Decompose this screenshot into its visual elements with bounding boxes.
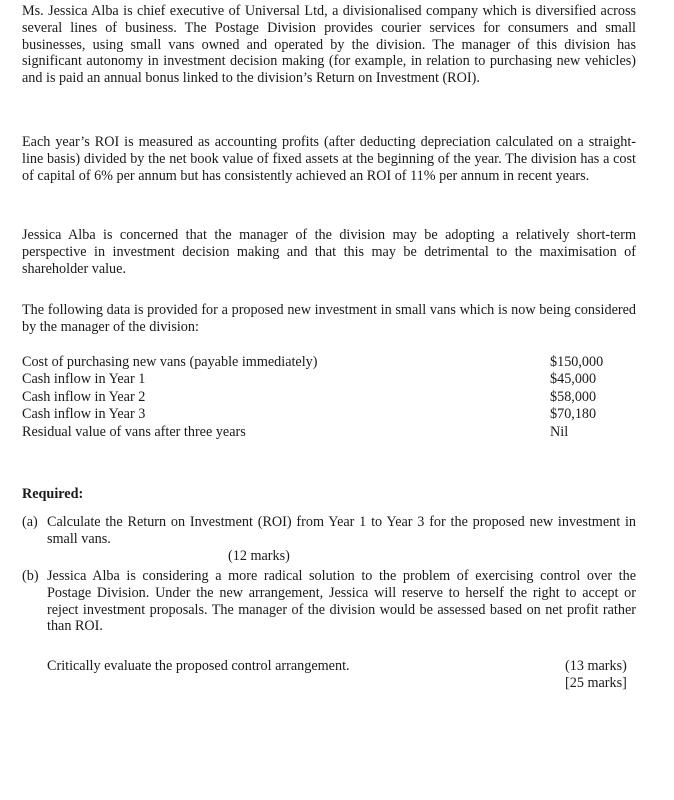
row-label: Cash inflow in Year 2 bbox=[22, 388, 146, 405]
row-label: Residual value of vans after three years bbox=[22, 423, 246, 440]
table-row bbox=[22, 424, 636, 441]
question-a-marks: (12 marks) bbox=[228, 548, 290, 564]
total-marks: [25 marks] bbox=[565, 674, 627, 691]
row-value: $45,000 bbox=[550, 371, 597, 388]
table-row bbox=[22, 371, 636, 388]
table-row bbox=[22, 389, 636, 406]
marks-column bbox=[565, 658, 627, 692]
row-label: Cost of purchasing new vans (payable immediately) bbox=[22, 354, 318, 370]
row-value: Nil bbox=[550, 423, 569, 440]
intro-paragraph: Ms. Jessica Alba is chief executive of Universal Ltd, a divisionalised company which is diversified across several lines of business. The Postage Division provides courier services for consumers and small businesses, using small vans owned and operated by the division. The manager of this division has significant autonomy in investment decision making (for example, in relation to purchasing new vehicles) and is paid an annual bonus linked to the division’s Return on Investment (ROI). bbox=[22, 3, 636, 87]
table-row bbox=[22, 354, 636, 371]
question-b-text: Jessica Alba is considering a more radical solution to the problem of exercising control over the Postage Division. Under the new arrangement, Jessica will reserve to herself the right to accept or reject investment proposals. The manager of the division would be assessed based on net profit rather than ROI. bbox=[47, 568, 636, 635]
row-label: Cash inflow in Year 3 bbox=[22, 406, 146, 423]
question-a-marker: (a) bbox=[22, 514, 38, 530]
investment-data-table bbox=[22, 354, 636, 441]
question-b bbox=[22, 568, 636, 635]
concern-paragraph: Jessica Alba is concerned that the manager of the division may be adopting a relatively short-term perspective in investment decision making and that this may be detrimental to the maximisation of shareholder value. bbox=[22, 227, 636, 277]
table-row bbox=[22, 406, 636, 423]
roi-measure-paragraph: Each year’s ROI is measured as accounting profits (after deducting depreciation calculated on a straight-line basis) divided by the net book value of fixed assets at the beginning of the year. The division has a cost of capital of 6% per annum but has consistently achieved an ROI of 11% per annum in recent years. bbox=[22, 134, 636, 184]
required-heading: Required: bbox=[22, 486, 84, 502]
row-value: $150,000 bbox=[550, 354, 604, 370]
question-a-text: Calculate the Return on Investment (ROI) from Year 1 to Year 3 for the proposed new investment in small vans. bbox=[47, 514, 636, 547]
question-b-marks: (13 marks) bbox=[565, 658, 627, 674]
question-b-marker: (b) bbox=[22, 568, 39, 584]
data-intro-paragraph: The following data is provided for a proposed new investment in small vans which is now being considered by the manager of the division: bbox=[22, 302, 636, 335]
question-a bbox=[22, 514, 636, 548]
row-value: $70,180 bbox=[550, 406, 597, 423]
row-value: $58,000 bbox=[550, 388, 597, 405]
row-label: Cash inflow in Year 1 bbox=[22, 371, 146, 388]
question-b-instruction: Critically evaluate the proposed control arrangement. bbox=[47, 658, 350, 674]
